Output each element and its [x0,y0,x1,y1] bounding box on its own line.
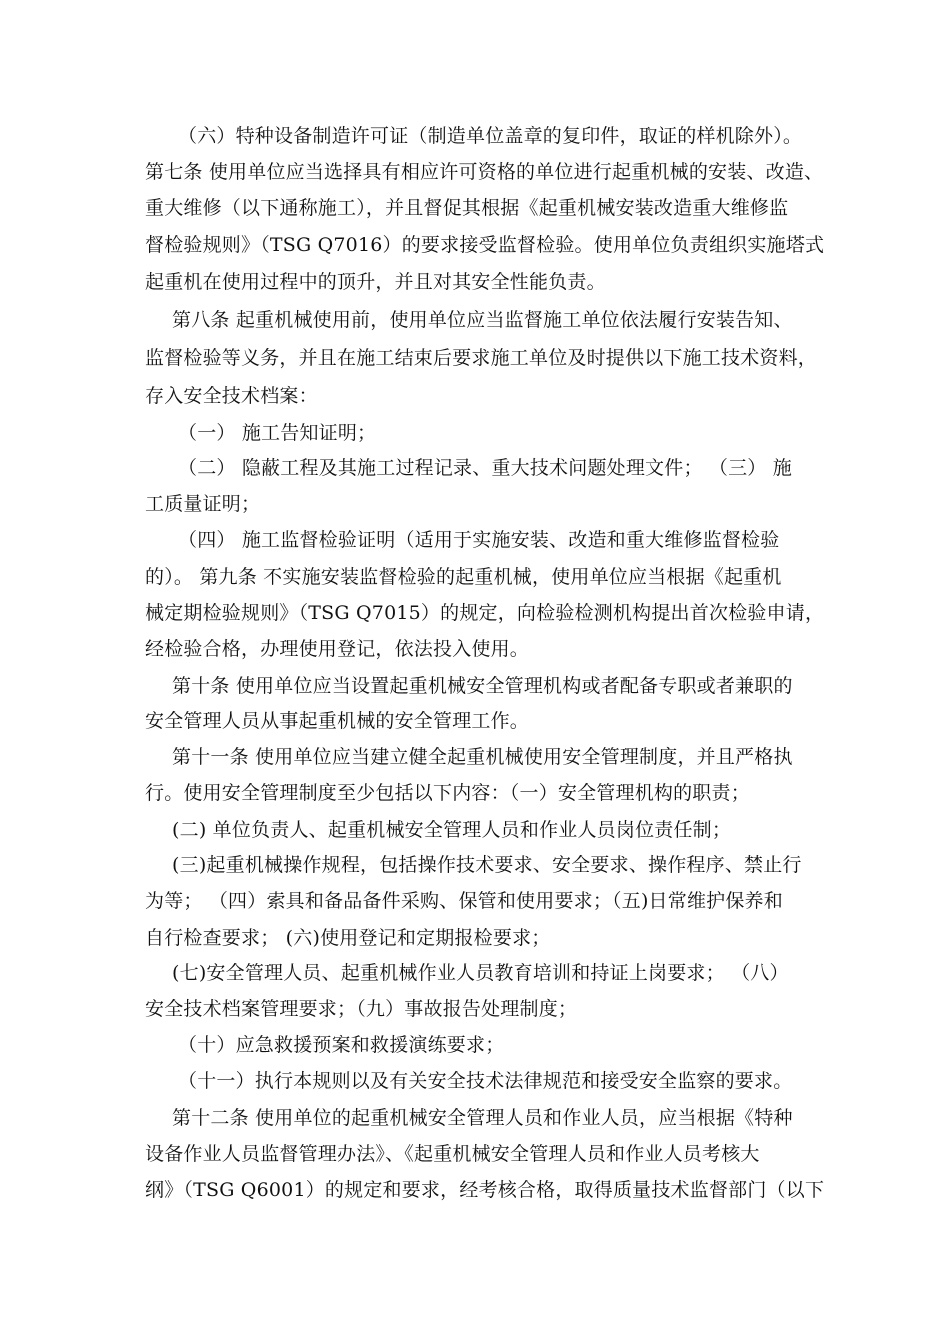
text-line: 的）。 第九条 不实施安装监督检验的起重机械，使用单位应当根据《起重机 [145,566,782,588]
text-line: （十）应急救援预案和救援演练要求； [178,1034,505,1056]
text-line: 纲》（TSG Q6001）的规定和要求，经考核合格，取得质量技术监督部门（以下 [145,1179,825,1201]
text-line: 第十一条 使用单位应当建立健全起重机械使用安全管理制度，并且严格执 [172,746,793,768]
text-line: 行。使用安全管理制度至少包括以下内容：（一）安全管理机构的职责； [145,782,750,804]
text-line: 重大维修（以下通称施工），并且督促其根据《起重机械安装改造重大维修监 [145,197,789,219]
text-line: 第八条 起重机械使用前，使用单位应当监督施工单位依法履行安装告知、 [172,309,793,331]
text-line: (二) 单位负责人、起重机械安全管理人员和作业人员岗位责任制； [172,819,732,841]
text-line: 存入安全技术档案： [145,385,318,407]
text-line: 经检验合格，办理使用登记，依法投入使用。 [145,638,530,660]
text-line: 械定期检验规则》（TSG Q7015）的规定，向检验检测机构提出首次检验申请， [145,602,825,624]
text-line: （四） 施工监督检验证明（适用于实施安装、改造和重大维修监督检验 [178,529,780,551]
text-line: 设备作业人员监督管理办法》、《起重机械安全管理人员和作业人员考核大 [145,1143,760,1165]
text-line: 安全管理人员从事起重机械的安全管理工作。 [145,710,530,732]
text-line: 工质量证明； [145,493,261,515]
text-line: （一） 施工告知证明； [178,422,377,444]
text-line: 第十二条 使用单位的起重机械安全管理人员和作业人员，应当根据《特种 [172,1107,793,1129]
text-line: （二） 隐蔽工程及其施工过程记录、重大技术问题处理文件； （三） 施 [178,457,792,479]
text-line: 第十条 使用单位应当设置起重机械安全管理机构或者配备专职或者兼职的 [172,675,793,697]
text-line: （十一）执行本规则以及有关安全技术法律规范和接受安全监察的要求。 [178,1070,793,1092]
text-line: 监督检验等义务，并且在施工结束后要求施工单位及时提供以下施工技术资料， [145,347,818,369]
text-line: 自行检查要求； (六)使用登记和定期报检要求； [145,927,551,949]
text-line: (三)起重机械操作规程，包括操作技术要求、安全要求、操作程序、禁止行 [172,854,802,876]
text-line: (七)安全管理人员、起重机械作业人员教育培训和持证上岗要求； （八） [172,962,789,984]
text-line: 第七条 使用单位应当选择具有相应许可资格的单位进行起重机械的安装、改造、 [145,161,824,183]
text-line: 安全技术档案管理要求；（九）事故报告处理制度； [145,998,578,1020]
text-line: 为等； （四）索具和备品备件采购、保管和使用要求；（五)日常维护保养和 [145,890,783,912]
text-line: （六）特种设备制造许可证（制造单位盖章的复印件，取证的样机除外）。 [178,125,803,147]
text-line: 起重机在使用过程中的顶升，并且对其安全性能负责。 [145,271,606,293]
text-line: 督检验规则》（TSG Q7016）的要求接受监督检验。使用单位负责组织实施塔式 [145,234,825,256]
